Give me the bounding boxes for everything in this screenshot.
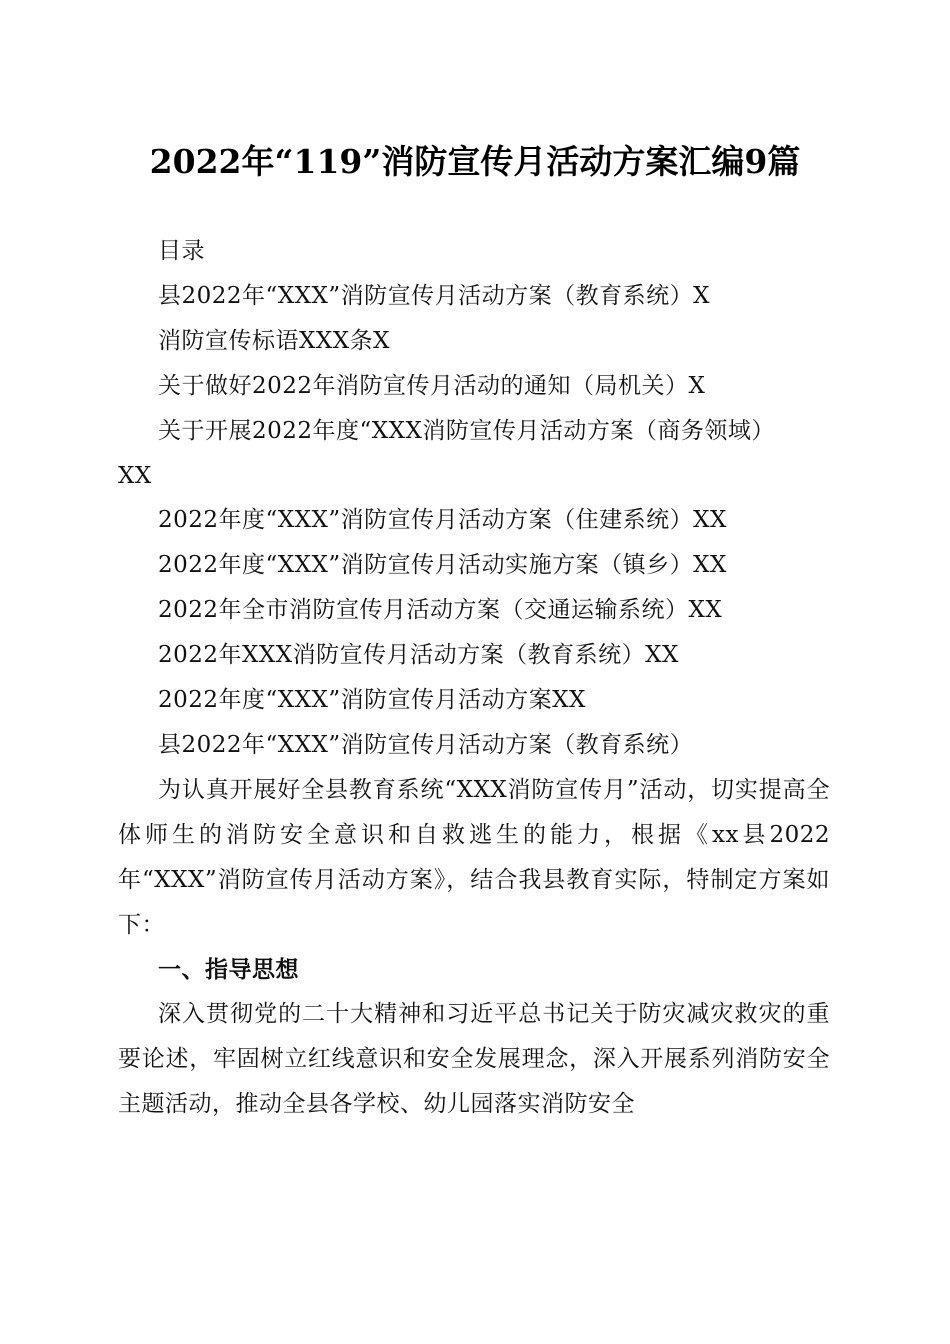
document-title: 2022年“119”消防宣传月活动方案汇编9篇 (149, 142, 801, 181)
toc-entry: 关于做好2022年消防宣传月活动的通知（局机关）X (158, 372, 706, 399)
document-body (118, 229, 830, 1127)
toc-entry: 2022年XXX消防宣传月活动方案（教育系统）XX (158, 642, 679, 669)
toc-entry: 2022年度“XXX”消防宣传月活动实施方案（镇乡）XX (158, 552, 727, 579)
toc-entry: 2022年度“XXX”消防宣传月活动方案XX (158, 687, 586, 714)
toc-entry: 消防宣传标语XXX条X (158, 327, 390, 354)
toc-entry: 县2022年“XXX”消防宣传月活动方案（教育系统）X (158, 282, 711, 309)
toc-entry-continuation: XX (118, 462, 152, 489)
toc-entry: 2022年度“XXX”消防宣传月活动方案（住建系统）XX (158, 507, 727, 534)
toc-entry: 关于开展2022年度“XXX消防宣传月活动方案（商务领域） (158, 417, 775, 444)
section-heading: 一、指导思想 (158, 956, 299, 983)
toc-entry: 2022年全市消防宣传月活动方案（交通运输系统）XX (158, 597, 723, 624)
intro-paragraph: 为认真开展好全县教育系统“XXX消防宣传月”活动，切实提高全体师生的消防安全意识和自救逃生的能力，根据《xx县2022年“XXX”消防宣传月活动方案》，结合我县教育实际，特制定方案如下： (118, 776, 830, 938)
body-paragraph: 深入贯彻党的二十大精神和习近平总书记关于防灾减灾救灾的重要论述，牢固树立红线意识和安全发展理念，深入开展系列消防安全主题活动，推动全县各学校、幼儿园落实消防安全 (118, 1001, 830, 1118)
section-title: 县2022年“XXX”消防宣传月活动方案（教育系统） (158, 731, 694, 758)
toc-label: 目录 (158, 238, 205, 264)
